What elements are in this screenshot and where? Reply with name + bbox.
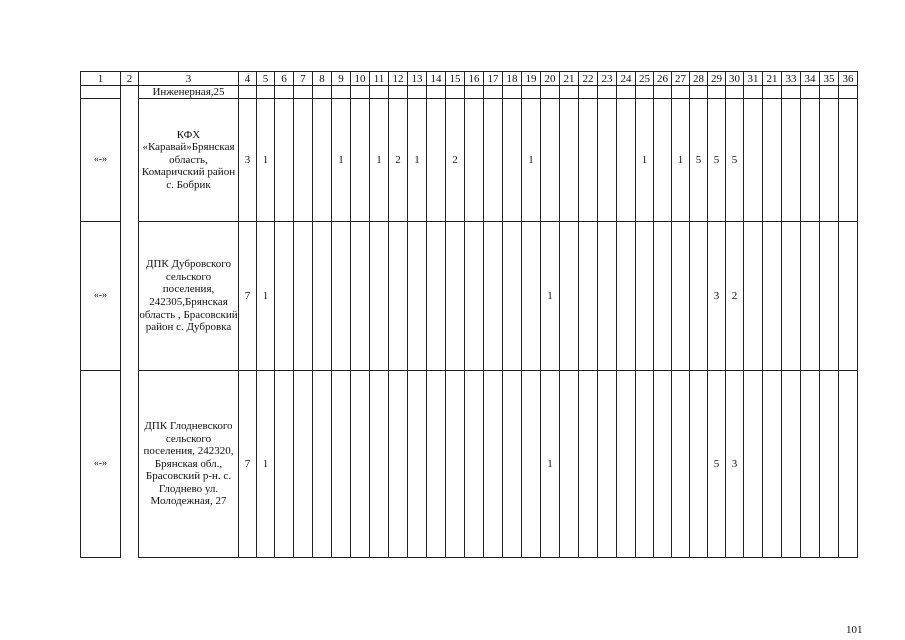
value-cell [465,99,484,222]
header-cell: 9 [332,72,351,86]
header-cell: 18 [503,72,522,86]
header-cell: 20 [541,72,560,86]
table-cell [672,86,690,99]
header-cell: 5 [257,72,275,86]
value-cell [598,222,617,371]
table-cell [370,86,389,99]
header-cell: 24 [617,72,636,86]
value-cell [744,222,763,371]
value-cell: 1 [541,222,560,371]
value-cell [636,222,654,371]
value-cell: 1 [541,371,560,558]
entity-name: ДПК Глодневского сельского поселения, 242320, Брянская обл., Брасовский р-н. с. Глоднево ул. Молодежная, 27 [139,371,239,558]
header-cell: 19 [522,72,541,86]
header-cell: 12 [389,72,408,86]
value-cell [484,371,503,558]
table-cell [579,86,598,99]
table-cell [708,86,726,99]
value-cell [744,371,763,558]
header-cell: 14 [427,72,446,86]
table-cell [257,86,275,99]
value-cell [370,222,389,371]
header-cell: 1 [81,72,121,86]
value-cell [579,222,598,371]
continuation-row [81,86,858,99]
value-cell [294,99,313,222]
value-cell [427,222,446,371]
value-cell [782,222,801,371]
value-cell [541,99,560,222]
value-cell [294,222,313,371]
value-cell: 2 [389,99,408,222]
value-cell: 5 [708,371,726,558]
value-cell [654,99,672,222]
value-cell [313,371,332,558]
header-cell: 29 [708,72,726,86]
header-cell: 21 [763,72,782,86]
table-cell [389,86,408,99]
header-cell: 15 [446,72,465,86]
table-cell [763,86,782,99]
value-cell [389,371,408,558]
value-cell [598,99,617,222]
value-cell [351,222,370,371]
value-cell: 3 [708,222,726,371]
value-cell [503,99,522,222]
table-cell [782,86,801,99]
table-cell [239,86,257,99]
continuation-text: Инженерная,25 [139,86,239,99]
header-cell: 27 [672,72,690,86]
table-cell [427,86,446,99]
value-cell [672,371,690,558]
value-cell [294,371,313,558]
table-cell [313,86,332,99]
value-cell [744,99,763,222]
value-cell: 1 [257,99,275,222]
value-cell: 2 [726,222,744,371]
row-mark: «-» [81,99,121,222]
table-cell [81,86,121,99]
value-cell: 1 [257,222,275,371]
value-cell: 1 [332,99,351,222]
table-cell [121,371,139,558]
value-cell [654,222,672,371]
value-cell [446,222,465,371]
value-cell [763,99,782,222]
value-cell [579,371,598,558]
header-cell: 22 [579,72,598,86]
value-cell [275,371,294,558]
value-cell [427,99,446,222]
value-cell [522,371,541,558]
value-cell [820,99,839,222]
value-cell: 1 [672,99,690,222]
value-cell [560,371,579,558]
header-cell: 2 [121,72,139,86]
value-cell [763,222,782,371]
value-cell [801,99,820,222]
table-cell [560,86,579,99]
value-cell: 1 [370,99,389,222]
value-cell [839,222,858,371]
value-cell [654,371,672,558]
header-cell: 33 [782,72,801,86]
table-cell [726,86,744,99]
table-cell [820,86,839,99]
value-cell [579,99,598,222]
header-cell: 11 [370,72,389,86]
header-cell: 34 [801,72,820,86]
value-cell [636,371,654,558]
value-cell [839,99,858,222]
table-cell [744,86,763,99]
table-cell [839,86,858,99]
value-cell [427,371,446,558]
value-cell [503,371,522,558]
value-cell: 7 [239,371,257,558]
header-cell: 36 [839,72,858,86]
value-cell [446,371,465,558]
value-cell: 3 [239,99,257,222]
table-row [81,371,858,558]
value-cell [782,99,801,222]
page-number: 101 [846,624,863,636]
header-cell: 28 [690,72,708,86]
value-cell: 1 [636,99,654,222]
value-cell [617,371,636,558]
value-cell: 5 [690,99,708,222]
value-cell [690,222,708,371]
table-row [81,99,858,222]
value-cell: 1 [257,371,275,558]
table-cell [465,86,484,99]
value-cell [782,371,801,558]
value-cell [275,99,294,222]
value-cell [332,222,351,371]
value-cell [370,371,389,558]
header-cell: 3 [139,72,239,86]
row-mark: «-» [81,222,121,371]
value-cell: 1 [408,99,427,222]
header-cell: 6 [275,72,294,86]
header-cell: 31 [744,72,763,86]
value-cell [351,99,370,222]
entity-name: ДПК Дубровского сельского поселения, 242305,Брянская область , Брасовский район с. Дубровка [139,222,239,371]
table-cell [332,86,351,99]
header-cell: 16 [465,72,484,86]
table-cell [446,86,465,99]
table-cell [294,86,313,99]
value-cell [801,371,820,558]
table-cell [351,86,370,99]
header-cell: 26 [654,72,672,86]
value-cell [313,99,332,222]
value-cell [332,371,351,558]
header-row [81,72,858,86]
value-cell: 5 [708,99,726,222]
header-cell: 13 [408,72,427,86]
row-mark: «-» [81,371,121,558]
entity-name: КФХ «Каравай»Брянская область, Комаричский район с. Бобрик [139,99,239,222]
value-cell [408,371,427,558]
table-cell [636,86,654,99]
value-cell [522,222,541,371]
table-cell [275,86,294,99]
data-table [80,71,858,558]
value-cell [560,99,579,222]
header-cell: 10 [351,72,370,86]
value-cell [617,222,636,371]
value-cell [465,371,484,558]
value-cell [389,222,408,371]
table-cell [121,99,139,222]
value-cell: 1 [522,99,541,222]
value-cell [598,371,617,558]
table-row [81,222,858,371]
value-cell: 7 [239,222,257,371]
value-cell [465,222,484,371]
header-cell: 30 [726,72,744,86]
header-cell: 4 [239,72,257,86]
table-cell [801,86,820,99]
value-cell: 3 [726,371,744,558]
value-cell [484,222,503,371]
value-cell [617,99,636,222]
table-cell [541,86,560,99]
value-cell [503,222,522,371]
table-cell [617,86,636,99]
header-cell: 7 [294,72,313,86]
table-cell [690,86,708,99]
header-cell: 8 [313,72,332,86]
value-cell: 5 [726,99,744,222]
table-cell [654,86,672,99]
table-cell [503,86,522,99]
table-cell [598,86,617,99]
value-cell: 2 [446,99,465,222]
value-cell [820,371,839,558]
value-cell [690,371,708,558]
value-cell [351,371,370,558]
value-cell [801,222,820,371]
value-cell [820,222,839,371]
header-cell: 21 [560,72,579,86]
header-cell: 25 [636,72,654,86]
table-cell [408,86,427,99]
value-cell [672,222,690,371]
value-cell [839,371,858,558]
header-cell: 17 [484,72,503,86]
value-cell [408,222,427,371]
value-cell [560,222,579,371]
table-cell [121,86,139,99]
table-cell [121,222,139,371]
header-cell: 23 [598,72,617,86]
table-cell [484,86,503,99]
value-cell [275,222,294,371]
value-cell [484,99,503,222]
value-cell [763,371,782,558]
table-cell [522,86,541,99]
header-cell: 35 [820,72,839,86]
value-cell [313,222,332,371]
